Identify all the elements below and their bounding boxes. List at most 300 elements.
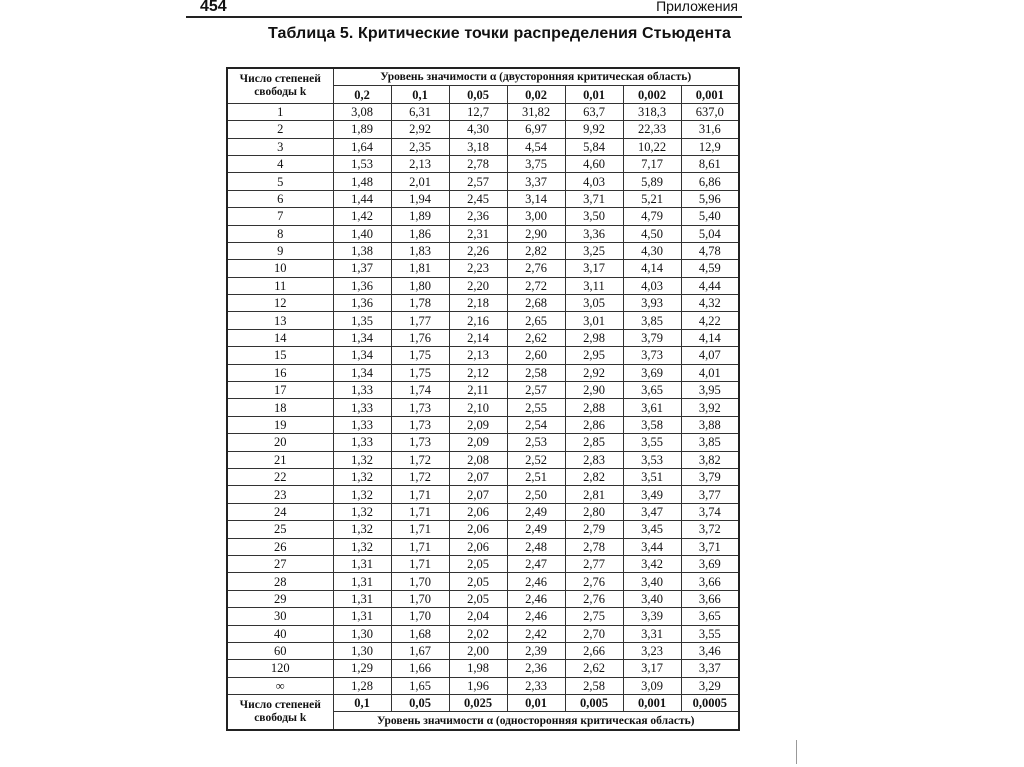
critical-value: 2,06 bbox=[449, 538, 507, 555]
k-value: 26 bbox=[227, 538, 333, 555]
critical-value: 4,78 bbox=[681, 242, 739, 259]
critical-value: 1,83 bbox=[391, 242, 449, 259]
table-row bbox=[227, 573, 739, 590]
k-value: 4 bbox=[227, 155, 333, 172]
critical-value: 2,46 bbox=[507, 590, 565, 607]
table-title: Таблица 5. Критические точки распределения Стьюдента bbox=[268, 25, 732, 42]
critical-value: 2,00 bbox=[449, 642, 507, 659]
two-sided-level: 0,002 bbox=[623, 86, 681, 103]
one-sided-level: 0,0005 bbox=[681, 695, 739, 712]
critical-value: 2,46 bbox=[507, 608, 565, 625]
critical-value: 1,33 bbox=[333, 434, 391, 451]
critical-value: 6,86 bbox=[681, 173, 739, 190]
critical-value: 1,28 bbox=[333, 677, 391, 694]
critical-value: 1,53 bbox=[333, 155, 391, 172]
critical-value: 3,71 bbox=[565, 190, 623, 207]
critical-value: 2,50 bbox=[507, 486, 565, 503]
critical-value: 6,31 bbox=[391, 103, 449, 120]
table-row bbox=[227, 486, 739, 503]
critical-value: 1,75 bbox=[391, 347, 449, 364]
critical-value: 3,17 bbox=[623, 660, 681, 677]
critical-value: 2,76 bbox=[565, 573, 623, 590]
critical-value: 1,42 bbox=[333, 208, 391, 225]
critical-value: 22,33 bbox=[623, 121, 681, 138]
two-sided-level: 0,001 bbox=[681, 86, 739, 103]
table-row bbox=[227, 312, 739, 329]
critical-value: 3,08 bbox=[333, 103, 391, 120]
one-sided-levels-row bbox=[227, 695, 739, 712]
critical-value: 2,01 bbox=[391, 173, 449, 190]
critical-value: 2,88 bbox=[565, 399, 623, 416]
critical-value: 2,11 bbox=[449, 382, 507, 399]
k-value: 24 bbox=[227, 503, 333, 520]
critical-value: 1,64 bbox=[333, 138, 391, 155]
table-row bbox=[227, 260, 739, 277]
critical-value: 3,45 bbox=[623, 521, 681, 538]
critical-value: 2,36 bbox=[507, 660, 565, 677]
section-title: Приложения bbox=[656, 0, 738, 14]
table-row bbox=[227, 155, 739, 172]
k-value: 29 bbox=[227, 590, 333, 607]
table-row bbox=[227, 434, 739, 451]
two-sided-level: 0,01 bbox=[565, 86, 623, 103]
critical-value: 1,94 bbox=[391, 190, 449, 207]
critical-value: 3,69 bbox=[681, 555, 739, 572]
critical-value: 1,96 bbox=[449, 677, 507, 694]
critical-value: 1,36 bbox=[333, 277, 391, 294]
critical-value: 4,22 bbox=[681, 312, 739, 329]
critical-value: 2,52 bbox=[507, 451, 565, 468]
critical-value: 3,71 bbox=[681, 538, 739, 555]
critical-value: 2,14 bbox=[449, 329, 507, 346]
k-value: 27 bbox=[227, 555, 333, 572]
critical-value: 3,73 bbox=[623, 347, 681, 364]
critical-value: 3,17 bbox=[565, 260, 623, 277]
student-t-table bbox=[226, 67, 740, 731]
k-value: 23 bbox=[227, 486, 333, 503]
critical-value: 1,78 bbox=[391, 295, 449, 312]
table-row bbox=[227, 173, 739, 190]
table-row bbox=[227, 347, 739, 364]
one-sided-level: 0,05 bbox=[391, 695, 449, 712]
critical-value: 3,37 bbox=[507, 173, 565, 190]
table-row bbox=[227, 451, 739, 468]
critical-value: 1,48 bbox=[333, 173, 391, 190]
critical-value: 3,44 bbox=[623, 538, 681, 555]
critical-value: 3,82 bbox=[681, 451, 739, 468]
k-header-bottom: Число степеней свободы k bbox=[227, 695, 333, 730]
critical-value: 1,73 bbox=[391, 399, 449, 416]
critical-value: 31,6 bbox=[681, 121, 739, 138]
k-value: 15 bbox=[227, 347, 333, 364]
critical-value: 2,18 bbox=[449, 295, 507, 312]
critical-value: 1,37 bbox=[333, 260, 391, 277]
k-value: 22 bbox=[227, 468, 333, 485]
table-row bbox=[227, 190, 739, 207]
critical-value: 2,58 bbox=[565, 677, 623, 694]
critical-value: 3,14 bbox=[507, 190, 565, 207]
critical-value: 2,06 bbox=[449, 521, 507, 538]
critical-value: 1,30 bbox=[333, 642, 391, 659]
one-sided-level: 0,025 bbox=[449, 695, 507, 712]
critical-value: 2,48 bbox=[507, 538, 565, 555]
critical-value: 2,54 bbox=[507, 416, 565, 433]
critical-value: 3,74 bbox=[681, 503, 739, 520]
critical-value: 1,32 bbox=[333, 538, 391, 555]
critical-value: 4,54 bbox=[507, 138, 565, 155]
two-sided-caption-row bbox=[227, 68, 739, 86]
k-value: 10 bbox=[227, 260, 333, 277]
critical-value: 3,69 bbox=[623, 364, 681, 381]
k-value: 5 bbox=[227, 173, 333, 190]
page-number: 454 bbox=[200, 0, 227, 15]
critical-value: 3,53 bbox=[623, 451, 681, 468]
k-value: 9 bbox=[227, 242, 333, 259]
header-rule bbox=[186, 16, 742, 18]
critical-value: 2,60 bbox=[507, 347, 565, 364]
table-row bbox=[227, 399, 739, 416]
critical-value: 1,32 bbox=[333, 486, 391, 503]
critical-value: 2,72 bbox=[507, 277, 565, 294]
critical-value: 1,75 bbox=[391, 364, 449, 381]
two-sided-level: 0,02 bbox=[507, 86, 565, 103]
critical-value: 3,61 bbox=[623, 399, 681, 416]
critical-value: 63,7 bbox=[565, 103, 623, 120]
critical-value: 3,40 bbox=[623, 573, 681, 590]
critical-value: 1,70 bbox=[391, 590, 449, 607]
critical-value: 10,22 bbox=[623, 138, 681, 155]
table-row bbox=[227, 208, 739, 225]
critical-value: 5,21 bbox=[623, 190, 681, 207]
two-sided-level: 0,1 bbox=[391, 86, 449, 103]
table-row bbox=[227, 468, 739, 485]
critical-value: 7,17 bbox=[623, 155, 681, 172]
k-value: ∞ bbox=[227, 677, 333, 694]
critical-value: 6,97 bbox=[507, 121, 565, 138]
critical-value: 5,40 bbox=[681, 208, 739, 225]
critical-value: 1,65 bbox=[391, 677, 449, 694]
table-row bbox=[227, 503, 739, 520]
k-value: 14 bbox=[227, 329, 333, 346]
critical-value: 2,62 bbox=[507, 329, 565, 346]
critical-value: 3,79 bbox=[623, 329, 681, 346]
critical-value: 4,59 bbox=[681, 260, 739, 277]
critical-value: 2,09 bbox=[449, 416, 507, 433]
critical-value: 2,42 bbox=[507, 625, 565, 642]
critical-value: 3,29 bbox=[681, 677, 739, 694]
critical-value: 2,53 bbox=[507, 434, 565, 451]
critical-value: 3,77 bbox=[681, 486, 739, 503]
critical-value: 2,57 bbox=[449, 173, 507, 190]
k-value: 8 bbox=[227, 225, 333, 242]
table-row bbox=[227, 329, 739, 346]
critical-value: 2,04 bbox=[449, 608, 507, 625]
critical-value: 1,71 bbox=[391, 486, 449, 503]
critical-value: 2,85 bbox=[565, 434, 623, 451]
k-value: 120 bbox=[227, 660, 333, 677]
critical-value: 1,32 bbox=[333, 451, 391, 468]
critical-value: 2,92 bbox=[391, 121, 449, 138]
table-row bbox=[227, 642, 739, 659]
k-value: 20 bbox=[227, 434, 333, 451]
k-value: 21 bbox=[227, 451, 333, 468]
critical-value: 4,32 bbox=[681, 295, 739, 312]
critical-value: 1,31 bbox=[333, 573, 391, 590]
critical-value: 1,71 bbox=[391, 538, 449, 555]
critical-value: 1,36 bbox=[333, 295, 391, 312]
critical-value: 2,10 bbox=[449, 399, 507, 416]
k-value: 19 bbox=[227, 416, 333, 433]
k-value: 28 bbox=[227, 573, 333, 590]
critical-value: 2,57 bbox=[507, 382, 565, 399]
two-sided-caption: Уровень значимости α (двусторонняя критическая область) bbox=[333, 68, 739, 86]
critical-value: 4,30 bbox=[623, 242, 681, 259]
critical-value: 1,44 bbox=[333, 190, 391, 207]
critical-value: 1,71 bbox=[391, 521, 449, 538]
critical-value: 2,45 bbox=[449, 190, 507, 207]
table-row bbox=[227, 555, 739, 572]
critical-value: 3,05 bbox=[565, 295, 623, 312]
critical-value: 5,96 bbox=[681, 190, 739, 207]
table-row bbox=[227, 121, 739, 138]
critical-value: 3,51 bbox=[623, 468, 681, 485]
critical-value: 2,39 bbox=[507, 642, 565, 659]
critical-value: 3,88 bbox=[681, 416, 739, 433]
k-value: 60 bbox=[227, 642, 333, 659]
critical-value: 4,07 bbox=[681, 347, 739, 364]
critical-value: 318,3 bbox=[623, 103, 681, 120]
critical-value: 2,07 bbox=[449, 486, 507, 503]
critical-value: 2,26 bbox=[449, 242, 507, 259]
critical-value: 9,92 bbox=[565, 121, 623, 138]
critical-value: 2,16 bbox=[449, 312, 507, 329]
critical-value: 4,44 bbox=[681, 277, 739, 294]
critical-value: 2,92 bbox=[565, 364, 623, 381]
table-body bbox=[227, 103, 739, 694]
table-row bbox=[227, 625, 739, 642]
k-value: 17 bbox=[227, 382, 333, 399]
critical-value: 2,12 bbox=[449, 364, 507, 381]
critical-value: 3,23 bbox=[623, 642, 681, 659]
critical-value: 3,85 bbox=[623, 312, 681, 329]
critical-value: 4,14 bbox=[623, 260, 681, 277]
critical-value: 2,08 bbox=[449, 451, 507, 468]
table-row bbox=[227, 677, 739, 694]
critical-value: 1,74 bbox=[391, 382, 449, 399]
critical-value: 1,71 bbox=[391, 555, 449, 572]
critical-value: 1,80 bbox=[391, 277, 449, 294]
one-sided-caption: Уровень значимости α (односторонняя критическая область) bbox=[333, 712, 739, 730]
critical-value: 2,23 bbox=[449, 260, 507, 277]
critical-value: 2,79 bbox=[565, 521, 623, 538]
critical-value: 2,05 bbox=[449, 555, 507, 572]
critical-value: 1,73 bbox=[391, 416, 449, 433]
critical-value: 2,20 bbox=[449, 277, 507, 294]
critical-value: 1,34 bbox=[333, 364, 391, 381]
critical-value: 1,70 bbox=[391, 608, 449, 625]
critical-value: 2,05 bbox=[449, 590, 507, 607]
table-row bbox=[227, 103, 739, 120]
critical-value: 2,76 bbox=[565, 590, 623, 607]
critical-value: 2,36 bbox=[449, 208, 507, 225]
critical-value: 3,49 bbox=[623, 486, 681, 503]
k-header-top: Число степеней свободы k bbox=[227, 68, 333, 103]
critical-value: 3,39 bbox=[623, 608, 681, 625]
critical-value: 1,76 bbox=[391, 329, 449, 346]
critical-value: 8,61 bbox=[681, 155, 739, 172]
critical-value: 1,67 bbox=[391, 642, 449, 659]
k-value: 6 bbox=[227, 190, 333, 207]
table-row bbox=[227, 277, 739, 294]
k-value: 13 bbox=[227, 312, 333, 329]
critical-value: 2,81 bbox=[565, 486, 623, 503]
critical-value: 2,09 bbox=[449, 434, 507, 451]
critical-value: 1,33 bbox=[333, 399, 391, 416]
critical-value: 3,79 bbox=[681, 468, 739, 485]
critical-value: 2,80 bbox=[565, 503, 623, 520]
critical-value: 2,70 bbox=[565, 625, 623, 642]
critical-value: 1,34 bbox=[333, 347, 391, 364]
critical-value: 2,82 bbox=[565, 468, 623, 485]
critical-value: 31,82 bbox=[507, 103, 565, 120]
critical-value: 1,77 bbox=[391, 312, 449, 329]
critical-value: 2,35 bbox=[391, 138, 449, 155]
critical-value: 3,72 bbox=[681, 521, 739, 538]
critical-value: 2,95 bbox=[565, 347, 623, 364]
table-row bbox=[227, 660, 739, 677]
critical-value: 1,98 bbox=[449, 660, 507, 677]
critical-value: 2,13 bbox=[449, 347, 507, 364]
critical-value: 3,18 bbox=[449, 138, 507, 155]
critical-value: 1,29 bbox=[333, 660, 391, 677]
critical-value: 2,82 bbox=[507, 242, 565, 259]
one-sided-level: 0,005 bbox=[565, 695, 623, 712]
critical-value: 3,25 bbox=[565, 242, 623, 259]
critical-value: 2,46 bbox=[507, 573, 565, 590]
critical-value: 1,86 bbox=[391, 225, 449, 242]
critical-value: 2,51 bbox=[507, 468, 565, 485]
one-sided-level: 0,001 bbox=[623, 695, 681, 712]
critical-value: 5,84 bbox=[565, 138, 623, 155]
k-value: 1 bbox=[227, 103, 333, 120]
critical-value: 1,72 bbox=[391, 451, 449, 468]
critical-value: 3,46 bbox=[681, 642, 739, 659]
critical-value: 3,47 bbox=[623, 503, 681, 520]
table-row bbox=[227, 225, 739, 242]
critical-value: 5,89 bbox=[623, 173, 681, 190]
critical-value: 3,65 bbox=[681, 608, 739, 625]
table-row bbox=[227, 521, 739, 538]
critical-value: 1,32 bbox=[333, 521, 391, 538]
critical-value: 2,58 bbox=[507, 364, 565, 381]
critical-value: 3,93 bbox=[623, 295, 681, 312]
critical-value: 1,66 bbox=[391, 660, 449, 677]
critical-value: 1,68 bbox=[391, 625, 449, 642]
critical-value: 3,55 bbox=[681, 625, 739, 642]
table-row bbox=[227, 608, 739, 625]
critical-value: 2,66 bbox=[565, 642, 623, 659]
k-value: 7 bbox=[227, 208, 333, 225]
k-value: 30 bbox=[227, 608, 333, 625]
critical-value: 1,71 bbox=[391, 503, 449, 520]
critical-value: 3,40 bbox=[623, 590, 681, 607]
critical-value: 2,98 bbox=[565, 329, 623, 346]
k-value: 25 bbox=[227, 521, 333, 538]
critical-value: 3,37 bbox=[681, 660, 739, 677]
critical-value: 2,47 bbox=[507, 555, 565, 572]
critical-value: 1,35 bbox=[333, 312, 391, 329]
table-row bbox=[227, 138, 739, 155]
critical-value: 2,31 bbox=[449, 225, 507, 242]
critical-value: 1,38 bbox=[333, 242, 391, 259]
critical-value: 3,42 bbox=[623, 555, 681, 572]
critical-value: 2,86 bbox=[565, 416, 623, 433]
critical-value: 4,03 bbox=[623, 277, 681, 294]
critical-value: 2,05 bbox=[449, 573, 507, 590]
two-sided-level: 0,05 bbox=[449, 86, 507, 103]
critical-value: 1,32 bbox=[333, 503, 391, 520]
two-sided-level: 0,2 bbox=[333, 86, 391, 103]
critical-value: 2,02 bbox=[449, 625, 507, 642]
critical-value: 3,92 bbox=[681, 399, 739, 416]
critical-value: 5,04 bbox=[681, 225, 739, 242]
one-sided-level: 0,1 bbox=[333, 695, 391, 712]
critical-value: 2,76 bbox=[507, 260, 565, 277]
critical-value: 3,95 bbox=[681, 382, 739, 399]
critical-value: 637,0 bbox=[681, 103, 739, 120]
critical-value: 12,9 bbox=[681, 138, 739, 155]
table-row bbox=[227, 538, 739, 555]
k-value: 40 bbox=[227, 625, 333, 642]
critical-value: 1,40 bbox=[333, 225, 391, 242]
critical-value: 2,49 bbox=[507, 503, 565, 520]
critical-value: 1,31 bbox=[333, 555, 391, 572]
k-value: 12 bbox=[227, 295, 333, 312]
critical-value: 1,89 bbox=[333, 121, 391, 138]
critical-value: 2,55 bbox=[507, 399, 565, 416]
critical-value: 2,68 bbox=[507, 295, 565, 312]
k-value: 3 bbox=[227, 138, 333, 155]
critical-value: 1,30 bbox=[333, 625, 391, 642]
scan-artifact-line bbox=[796, 740, 797, 764]
table-row bbox=[227, 295, 739, 312]
table-row bbox=[227, 364, 739, 381]
critical-value: 2,33 bbox=[507, 677, 565, 694]
critical-value: 2,62 bbox=[565, 660, 623, 677]
critical-value: 3,85 bbox=[681, 434, 739, 451]
critical-value: 1,34 bbox=[333, 329, 391, 346]
critical-value: 4,50 bbox=[623, 225, 681, 242]
critical-value: 2,13 bbox=[391, 155, 449, 172]
table-row bbox=[227, 242, 739, 259]
k-value: 2 bbox=[227, 121, 333, 138]
critical-value: 2,75 bbox=[565, 608, 623, 625]
table-row bbox=[227, 590, 739, 607]
k-value: 16 bbox=[227, 364, 333, 381]
critical-value: 3,75 bbox=[507, 155, 565, 172]
table-row bbox=[227, 382, 739, 399]
critical-value: 3,00 bbox=[507, 208, 565, 225]
critical-value: 2,06 bbox=[449, 503, 507, 520]
critical-value: 4,03 bbox=[565, 173, 623, 190]
critical-value: 1,73 bbox=[391, 434, 449, 451]
critical-value: 3,31 bbox=[623, 625, 681, 642]
critical-value: 3,65 bbox=[623, 382, 681, 399]
critical-value: 2,07 bbox=[449, 468, 507, 485]
critical-value: 3,66 bbox=[681, 573, 739, 590]
critical-value: 1,81 bbox=[391, 260, 449, 277]
critical-value: 4,14 bbox=[681, 329, 739, 346]
